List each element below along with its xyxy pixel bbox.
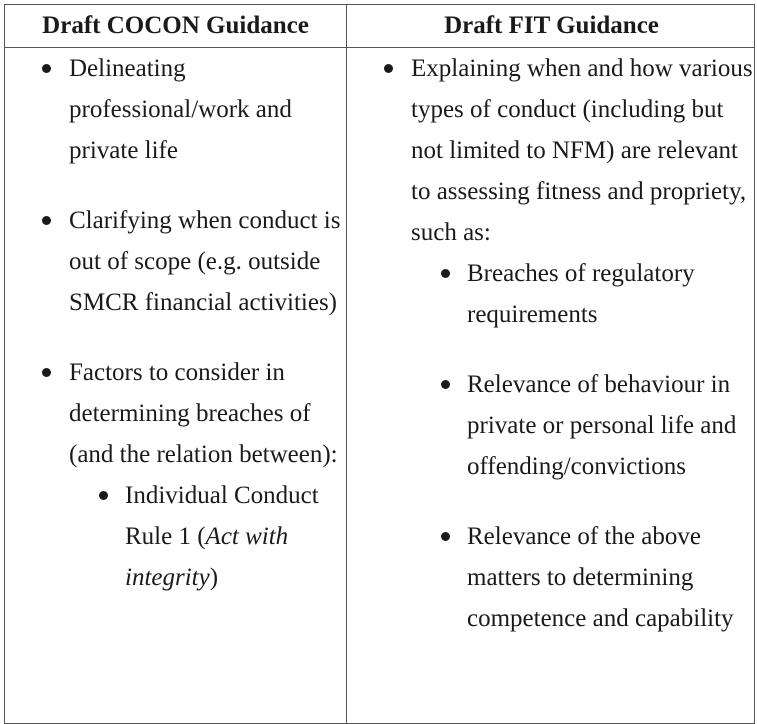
cocon-cell [5, 48, 346, 598]
item-text: Delineating professional/work and private life [69, 55, 292, 164]
fit-list [347, 48, 756, 253]
bullet-icon [99, 491, 108, 500]
sub-list-item [347, 516, 756, 639]
bullet-icon [384, 64, 393, 73]
item-text: Factors to consider in determining breaches of (and the relation between): [69, 359, 338, 468]
sub-list-item [5, 475, 346, 598]
sub-item-text: Breaches of regulatory requirements [467, 260, 695, 328]
sub-text-italic: Act with integrity [125, 523, 289, 591]
sub-item-text: Relevance of the above matters to determining competence and capability [467, 523, 734, 632]
bullet-icon [42, 368, 51, 377]
list-item [5, 352, 346, 475]
bullet-icon [441, 269, 450, 278]
sub-text-after: ) [209, 564, 219, 591]
list-item [5, 48, 346, 171]
list-item [5, 200, 346, 323]
sub-list-item [347, 253, 756, 335]
sub-list-item [347, 364, 756, 487]
bullet-icon [42, 216, 51, 225]
guidance-table [4, 4, 755, 724]
cocon-sublist [5, 475, 346, 598]
fit-sublist [347, 253, 756, 639]
fit-cell [347, 48, 756, 639]
bullet-icon [441, 380, 450, 389]
cocon-list [5, 48, 346, 475]
bullet-icon [42, 64, 51, 73]
item-text: Clarifying when conduct is out of scope (e.g. outside SMCR financial activities) [69, 207, 341, 316]
item-text: Explaining when and how various types of conduct (including but not limited to NFM) are relevant to assessing fitness and propriety, such as: [411, 55, 753, 246]
bullet-icon [441, 532, 450, 541]
sub-text-before: Individual Conduct Rule 1 ( [125, 482, 319, 550]
list-item [347, 48, 756, 253]
header-cocon: Draft COCON Guidance [42, 12, 309, 39]
sub-item-text: Relevance of behaviour in private or personal life and offending/convictions [467, 371, 737, 480]
header-fit: Draft FIT Guidance [444, 12, 659, 39]
